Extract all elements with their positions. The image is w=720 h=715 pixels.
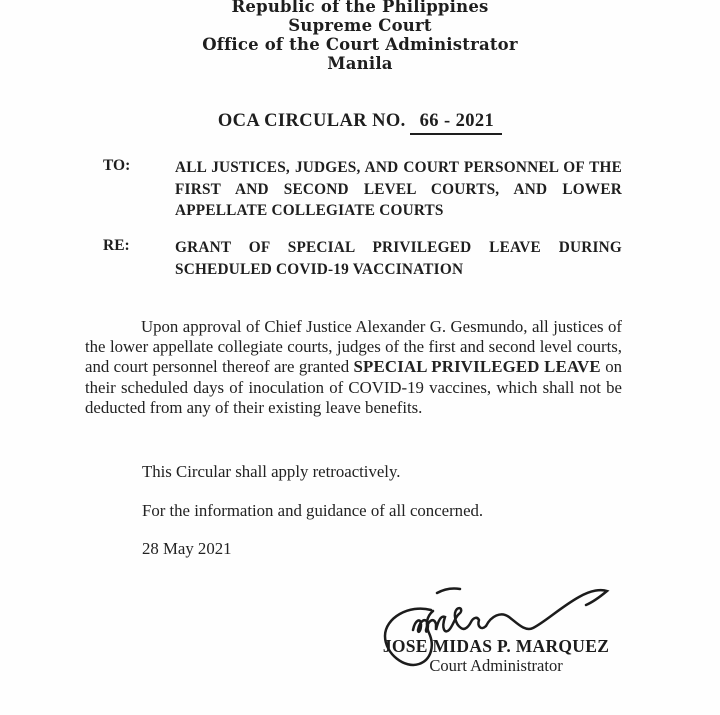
signatory-name: JOSE MIDAS P. MARQUEZ	[382, 636, 610, 656]
re-text: GRANT OF SPECIAL PRIVILEGED LEAVE DURING SCHEDULED COVID-19 VACCINATION	[175, 239, 622, 278]
date-line: 28 May 2021	[142, 539, 232, 558]
body-paragraph	[85, 317, 622, 418]
letterhead	[0, 0, 720, 73]
circular-number: 66 - 2021	[410, 111, 503, 135]
letterhead-office: Office of the Court Administrator	[202, 35, 518, 54]
to-text: ALL JUSTICES, JUDGES, AND COURT PERSONNEL OF THE FIRST AND SECOND LEVEL COURTS, AND LOWER APPELLATE COLLEGIATE COURTS	[175, 159, 622, 219]
body-paragraph-text-1: Upon approval of Chief Justice Alexander G. Gesmundo, all justices of the lower appellate collegiate courts, judges of the first and second level courts, and court personnel thereof are granted	[85, 317, 622, 377]
signatory-title: Court Administrator	[429, 656, 563, 675]
re-label: RE:	[103, 237, 130, 254]
circular-number-line	[0, 111, 720, 135]
retroactive-line: This Circular shall apply retroactively.	[142, 462, 401, 481]
guidance-line: For the information and guidance of all concerned.	[142, 501, 484, 520]
letterhead-republic: Republic of the Philippines	[231, 0, 489, 16]
to-label: TO:	[103, 157, 131, 174]
body-paragraph-text-2: on their scheduled days of inoculation of COVID-19 vaccines, which shall not be deducted from any of their existing leave benefits.	[85, 357, 622, 417]
letterhead-manila: Manila	[327, 54, 393, 73]
body-paragraph-bold-phrase: SPECIAL PRIVILEGED LEAVE	[353, 357, 601, 377]
letterhead-supreme-court: Supreme Court	[288, 16, 432, 35]
circular-prefix: OCA CIRCULAR NO.	[217, 111, 406, 131]
